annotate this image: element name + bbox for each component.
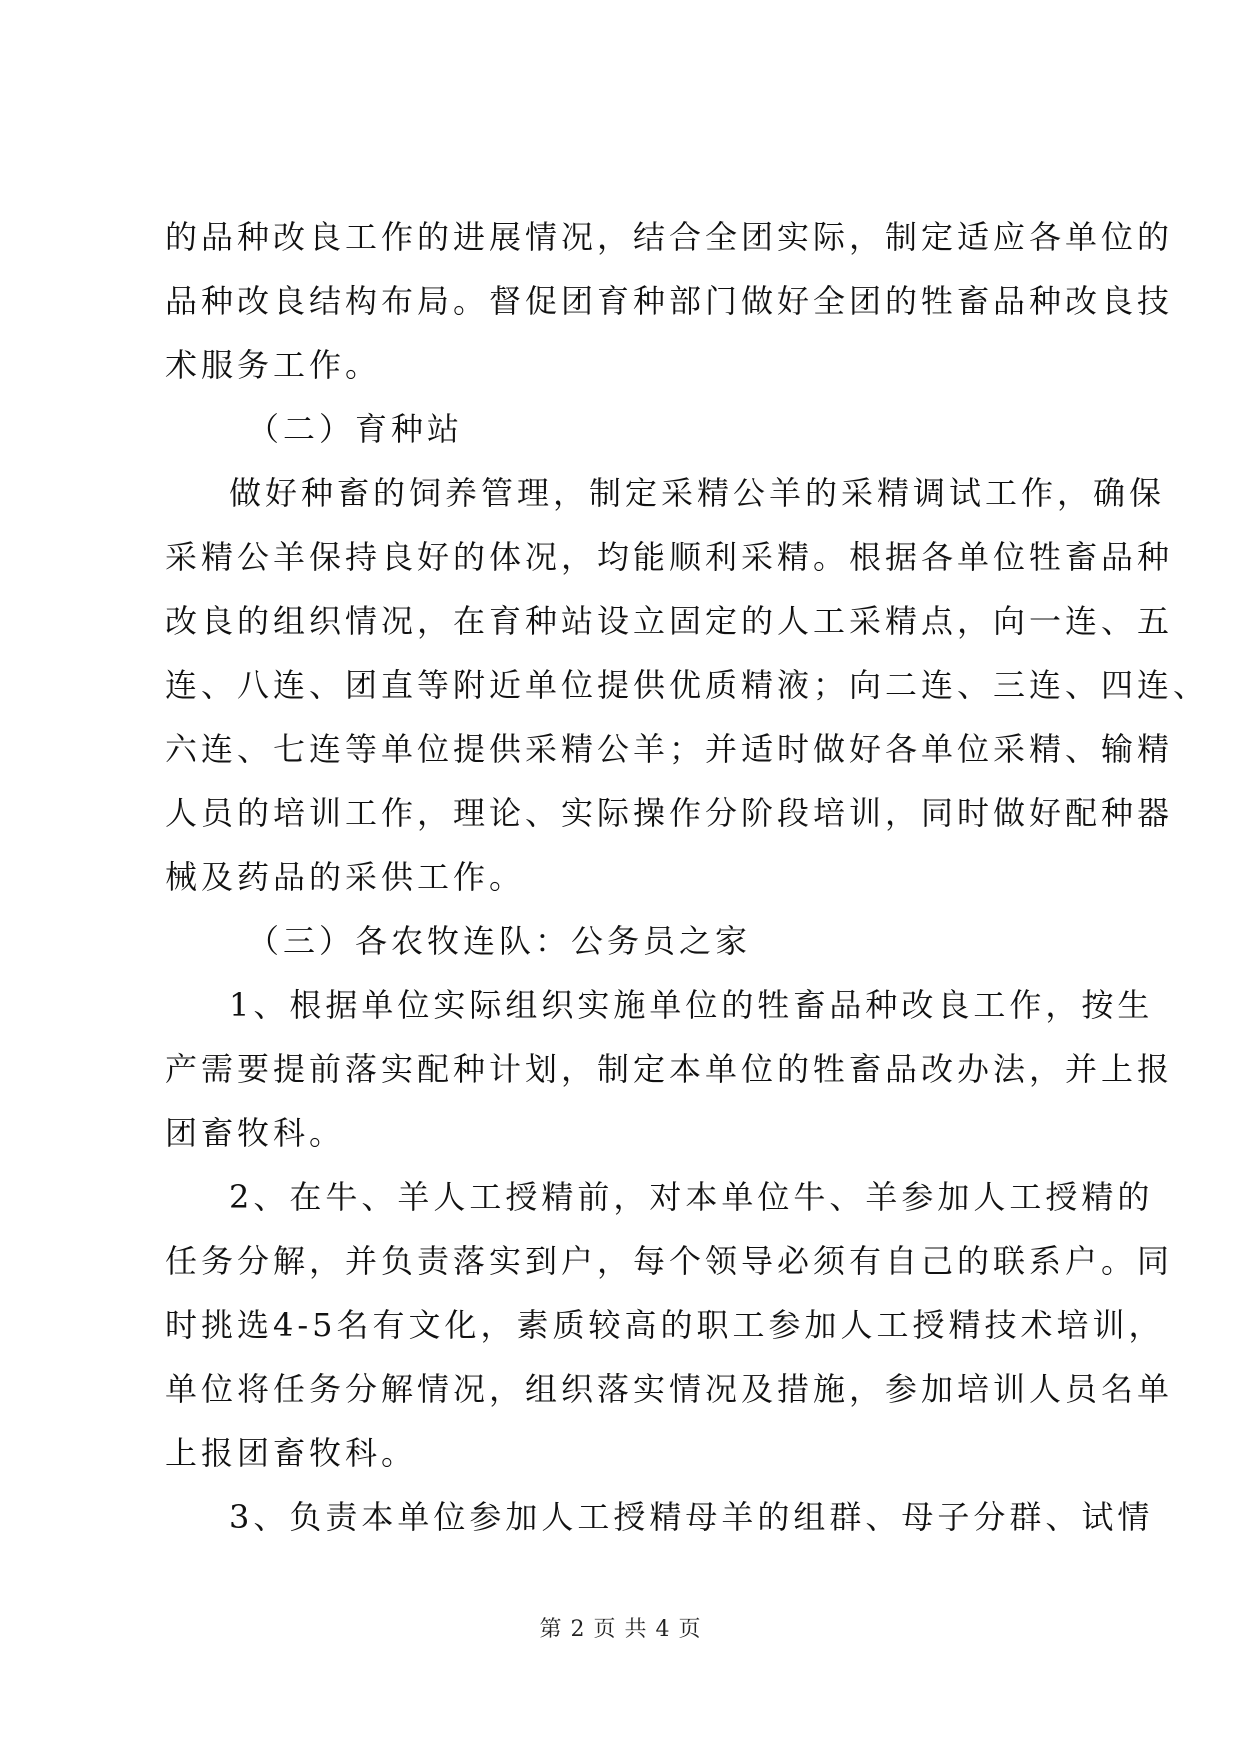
paragraph-line: 2、在牛、羊人工授精前，对本单位牛、羊参加人工授精的 — [229, 1178, 1154, 1216]
paragraph-line: 采精公羊保持良好的体况，均能顺利采精。根据各单位牲畜品种 — [165, 538, 1174, 576]
paragraph-line: 连、八连、团直等附近单位提供优质精液；向二连、三连、四连、 — [165, 666, 1210, 704]
page-number-footer: 第 2 页 共 4 页 — [539, 1617, 702, 1642]
paragraph-line: 人员的培训工作，理论、实际操作分阶段培训，同时做好配种器 — [165, 794, 1174, 832]
document-body — [165, 205, 1210, 1549]
paragraph-line: 品种改良结构布局。督促团育种部门做好全团的牲畜品种改良技 — [165, 282, 1174, 320]
paragraph-line: 1、根据单位实际组织实施单位的牲畜品种改良工作，按生 — [229, 986, 1154, 1024]
paragraph-line: 械及药品的采供工作。 — [165, 858, 526, 896]
paragraph-line: 做好种畜的饲养管理，制定采精公羊的采精调试工作，确保 — [229, 474, 1166, 512]
paragraph-line: 六连、七连等单位提供采精公羊；并适时做好各单位采精、输精 — [165, 730, 1174, 768]
paragraph-line: 任务分解，并负责落实到户，每个领导必须有自己的联系户。同 — [165, 1242, 1174, 1280]
paragraph-line: 产需要提前落实配种计划，制定本单位的牲畜品改办法，并上报 — [165, 1050, 1174, 1088]
paragraph-line: 的品种改良工作的进展情况，结合全团实际，制定适应各单位的 — [165, 218, 1174, 256]
paragraph-line: 团畜牧科。 — [165, 1114, 346, 1152]
paragraph-line: 上报团畜牧科。 — [165, 1434, 418, 1472]
section-heading: （二）育种站 — [247, 410, 464, 448]
paragraph-line: 术服务工作。 — [165, 346, 382, 384]
paragraph-line: 3、负责本单位参加人工授精母羊的组群、母子分群、试情 — [229, 1498, 1154, 1536]
section-heading: （三）各农牧连队：公务员之家 — [247, 922, 752, 960]
paragraph-line: 单位将任务分解情况，组织落实情况及措施，参加培训人员名单 — [165, 1370, 1174, 1408]
paragraph-line: 时挑选4-5名有文化，素质较高的职工参加人工授精技术培训， — [165, 1306, 1165, 1344]
paragraph-line: 改良的组织情况，在育种站设立固定的人工采精点，向一连、五 — [165, 602, 1174, 640]
